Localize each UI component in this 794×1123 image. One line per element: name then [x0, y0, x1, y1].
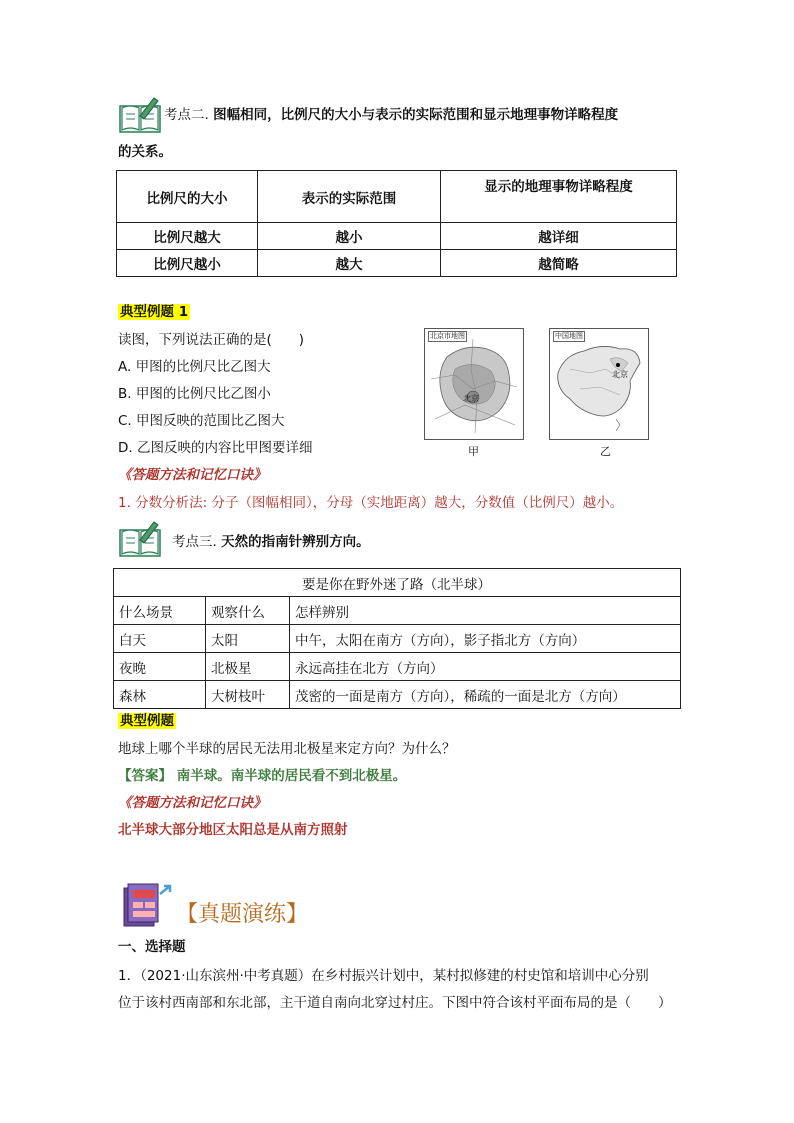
table-header: 怎样辨别 — [290, 597, 681, 625]
example1-method-title: 《答题方法和记忆口诀》 — [118, 467, 267, 483]
map-city-label: 北京 — [463, 394, 479, 403]
table-cell: 茂密的一面是南方（方向），稀疏的一面是北方（方向） — [290, 681, 681, 709]
china-map-image — [549, 328, 649, 440]
table-cell: 越大 — [258, 250, 441, 277]
example1-tag: 典型例题 1 — [120, 304, 189, 320]
map-city-label: 北京 — [612, 370, 628, 379]
table-cell: 夜晚 — [114, 653, 206, 681]
table-cell: 永远高挂在北方（方向） — [290, 653, 681, 681]
section2-title-cont: 的关系。 — [118, 144, 172, 160]
map-caption-a: 甲 — [468, 445, 479, 458]
table-cell: 越小 — [258, 223, 441, 250]
example1-option-b: B. 甲图的比例尺比乙图小 — [118, 386, 271, 402]
section3-prefix: 考点三. — [172, 534, 217, 550]
table-cell: 大树枝叶 — [206, 681, 290, 709]
table-cell: 比例尺越小 — [117, 250, 258, 277]
map-caption-b: 乙 — [600, 445, 611, 458]
example1-method-text: 1. 分数分析法: 分子（图幅相同），分母（实地距离）越大，分数值（比例尺）越小。 — [118, 495, 624, 511]
book-pencil-icon — [118, 520, 162, 558]
practice-q1-line2: 位于该村西南部和东北部，主干道自南向北穿过村庄。下图中符合该村平面布局的是（ ） — [118, 995, 672, 1011]
practice-subtitle: 一、选择题 — [118, 939, 186, 955]
table-cell: 森林 — [114, 681, 206, 709]
practice-title: 【真题演练】 — [176, 902, 309, 927]
table-header: 观察什么 — [206, 597, 290, 625]
table-cell: 北极星 — [206, 653, 290, 681]
map-label: 北京市地图 — [430, 332, 465, 340]
table-cell: 比例尺越大 — [117, 223, 258, 250]
practice-q1-line1: 1．（2021·山东滨州·中考真题）在乡村振兴计划中，某村拟修建的村史馆和培训中心分别 — [118, 968, 649, 984]
example1-option-a: A. 甲图的比例尺比乙图大 — [118, 359, 271, 375]
example1-question: 读图，下列说法正确的是( ) — [118, 332, 305, 348]
example1-option-c: C. 甲图反映的范围比乙图大 — [118, 413, 285, 429]
table-cell: 白天 — [114, 625, 206, 653]
direction-table — [113, 568, 681, 709]
table-header: 比例尺的大小 — [117, 171, 258, 223]
map-label: 中国地图 — [555, 332, 583, 340]
table-header: 显示的地理事物详略程度 — [441, 171, 677, 223]
answer-label: 【答案】 — [118, 768, 172, 784]
answer-text: 南半球。南半球的居民看不到北极星。 — [176, 768, 407, 784]
example1-option-d: D. 乙图反映的内容比甲图要详细 — [118, 440, 313, 456]
section2-title: 图幅相同，比例尺的大小与表示的实际范围和显示地理事物详略程度 — [213, 107, 619, 123]
table-title: 要是你在野外迷了路（北半球） — [114, 569, 681, 597]
practice-icon — [120, 880, 174, 930]
table-header: 什么场景 — [114, 597, 206, 625]
example2-method-title: 《答题方法和记忆口诀》 — [118, 795, 267, 811]
section3-title: 天然的指南针辨别方向。 — [221, 534, 370, 550]
scale-table — [116, 170, 677, 277]
beijing-map-image — [424, 328, 524, 440]
table-cell: 越详细 — [441, 223, 677, 250]
example2-question: 地球上哪个半球的居民无法用北极星来定方向？为什么？ — [118, 741, 456, 757]
table-cell: 越简略 — [441, 250, 677, 277]
example2-method-text: 北半球大部分地区太阳总是从南方照射 — [118, 822, 348, 838]
table-cell: 太阳 — [206, 625, 290, 653]
table-header: 表示的实际范围 — [258, 171, 441, 223]
book-pencil-icon — [118, 96, 162, 134]
example2-tag: 典型例题 — [120, 713, 174, 729]
section2-prefix: 考点二. — [164, 107, 209, 123]
table-cell: 中午，太阳在南方（方向），影子指北方（方向） — [290, 625, 681, 653]
